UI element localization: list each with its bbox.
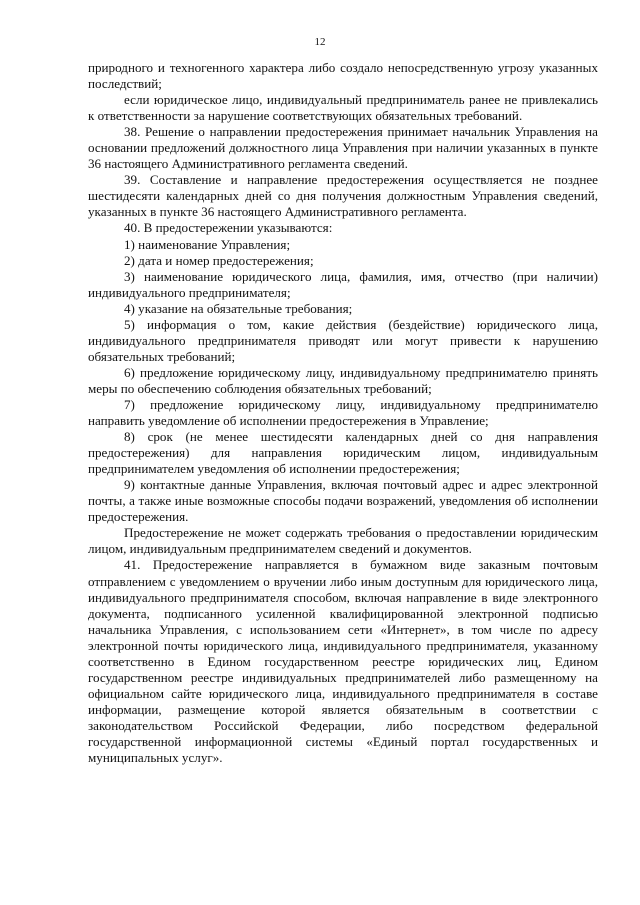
paragraph: если юридическое лицо, индивидуальный предприниматель ранее не привлекались к ответственности за нарушение соответствующих обязательных требований.	[88, 92, 598, 124]
paragraph: 9) контактные данные Управления, включая почтовый адрес и адрес электронной почты, а также иные возможные способы подачи возражений, уведомления об исполнении предостережения.	[88, 477, 598, 525]
paragraph: 41. Предостережение направляется в бумажном виде заказным почтовым отправлением с уведомлением о вручении либо иным доступным для юридического лица, индивидуального предпринимателя способом, включая направление в виде электронного документа, подписанного усиленной квалифицированной электронной подписью начальника Управления, с использованием сети «Интернет», в том числе по адресу электронной почты юридического лица, индивидуального предпринимателя, указанному соответственно в Едином государственном реестре юридических лиц, Едином государственном реестре индивидуальных предпринимателей либо размещенному на официальном сайте юридического лица, индивидуального предпринимателя в составе информации, размещение которой является обязательным в соответствии с законодательством Российской Федерации, либо посредством федеральной государственной информационной системы «Единый портал государственных и муниципальных услуг».	[88, 557, 598, 766]
paragraph: 2) дата и номер предостережения;	[124, 252, 314, 268]
paragraph: Предостережение не может содержать требования о предоставлении юридическим лицом, индивидуальным предпринимателем сведений и документов.	[88, 525, 598, 557]
paragraph: 6) предложение юридическому лицу, индивидуальному предпринимателю принять меры по обеспечению соблюдения обязательных требований;	[88, 364, 598, 396]
page-number: 12	[314, 36, 326, 48]
paragraph: 5) информация о том, какие действия (бездействие) юридического лица, индивидуального предпринимателя приводят или могут привести к нарушению обязательных требований;	[88, 316, 598, 364]
paragraph: 38. Решение о направлении предостережения принимает начальник Управления на основании предложений должностного лица Управления при наличии указанных в пункте 36 настоящего Административного регламента сведений.	[88, 124, 598, 172]
paragraph: 40. В предостережении указываются:	[124, 220, 333, 236]
paragraph: 4) указание на обязательные требования;	[124, 300, 353, 316]
paragraph: 1) наименование Управления;	[124, 236, 291, 252]
paragraph: природного и техногенного характера либо создало непосредственную угрозу указанных последствий;	[88, 60, 598, 92]
paragraph: 39. Составление и направление предостережения осуществляется не позднее шестидесяти календарных дней со дня получения должностным Управления сведений, указанных в пункте 36 настоящего Административного регламента.	[88, 172, 598, 220]
body-text	[88, 60, 598, 766]
paragraph: 3) наименование юридического лица, фамилия, имя, отчество (при наличии) индивидуального предпринимателя;	[88, 268, 598, 300]
paragraph: 7) предложение юридическому лицу, индивидуальному предпринимателю направить уведомление об исполнении предостережения в Управление;	[88, 396, 598, 429]
paragraph: 8) срок (не менее шестидесяти календарных дней со дня направления предостережения) для направления юридическим лицом, индивидуальным предпринимателем уведомления об исполнении предостережения;	[88, 429, 598, 477]
